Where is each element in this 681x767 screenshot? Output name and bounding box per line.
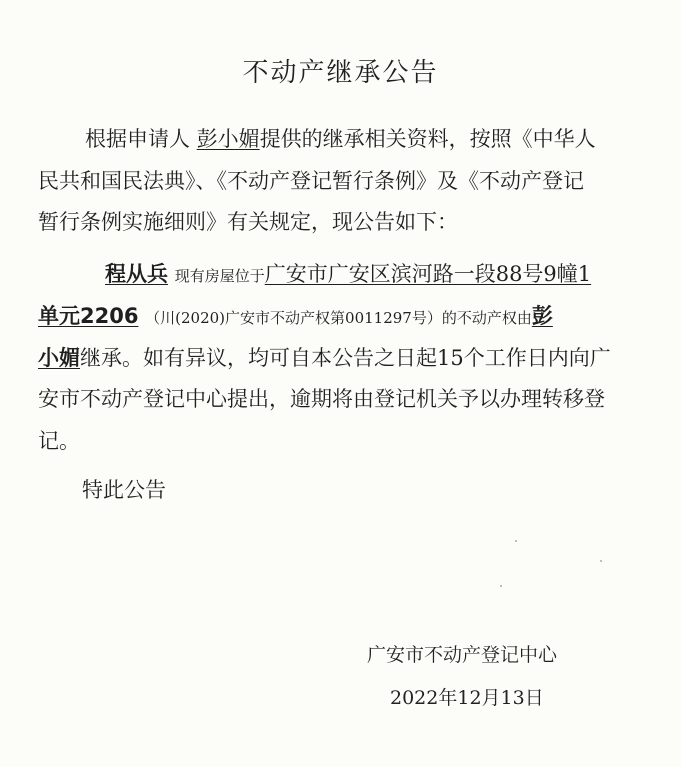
para2-text-located: 现有房屋位于 (174, 267, 265, 285)
notice-title: 不动产继承公告 (242, 58, 439, 88)
para1-text-b: 提供的继承相关资料，按照《中华人 (259, 127, 596, 151)
closing-text: 特此公告 (82, 478, 166, 502)
certificate-number: （川(2020)广安市不动产权第0011297号）的不动产权由 (145, 309, 532, 327)
heir-name-part2: 小媚 (38, 346, 80, 370)
para2-line1 (105, 259, 681, 291)
para2-line2 (38, 301, 648, 333)
para1-line3: 暂行条例实施细则》有关规定，现公告如下： (38, 210, 458, 234)
scan-speck (500, 585, 502, 587)
para1-line2: 民共和国民法典》、《不动产登记暂行条例》及《不动产登记 (38, 169, 584, 193)
para1-line1 (85, 124, 681, 154)
signature-date: 2022年12月13日 (390, 687, 544, 709)
applicant-name: 彭小媚 (196, 127, 260, 151)
owner-name: 程从兵 (105, 262, 168, 286)
para1-text-a: 根据申请人 (85, 127, 190, 151)
para2-text-inherit: 继承。如有异议，均可自本公告之日起15个工作日内向广 (80, 346, 611, 370)
para2-line5: 记。 (38, 429, 80, 453)
signature-org: 广安市不动产登记中心 (367, 644, 558, 666)
scan-speck (515, 540, 517, 542)
property-address-part2: 单元2206 (38, 304, 139, 328)
property-address-part1: 广安市广安区滨河路一段88号9幢1 (264, 262, 592, 286)
heir-name-part1: 彭 (531, 304, 553, 328)
para2-line4: 安市不动产登记中心提出，逾期将由登记机关予以办理转移登 (38, 387, 605, 411)
para2-line3 (38, 343, 648, 373)
scan-speck (600, 560, 602, 562)
